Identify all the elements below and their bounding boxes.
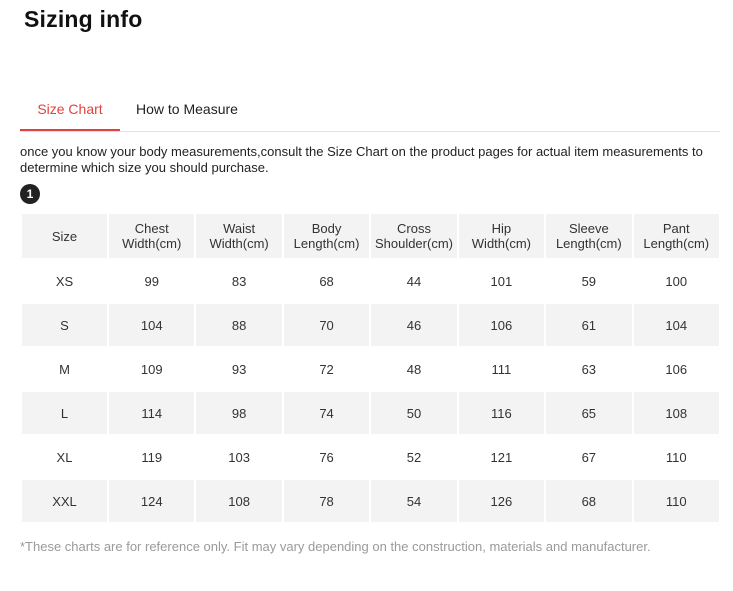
column-header [371, 214, 456, 258]
measurement-cell: 114 [109, 392, 194, 434]
measurement-cell: 78 [284, 480, 369, 522]
column-header [634, 214, 719, 258]
measurement-cell: 54 [371, 480, 456, 522]
column-header-text: Chest [134, 221, 169, 236]
measurement-cell: 88 [196, 304, 281, 346]
column-header [109, 214, 194, 258]
measurement-cell: 76 [284, 436, 369, 478]
step-number-badge: 1 [20, 184, 40, 204]
size-chart-table [20, 212, 721, 524]
measurement-cell: 110 [634, 480, 719, 522]
measurement-cell: 61 [546, 304, 631, 346]
table-row [22, 260, 719, 302]
measurement-cell: 93 [196, 348, 281, 390]
measurement-cell: 101 [459, 260, 544, 302]
table-row [22, 348, 719, 390]
size-label-cell: XL [22, 436, 107, 478]
measurement-cell: 126 [459, 480, 544, 522]
measurement-cell: 83 [196, 260, 281, 302]
measurement-cell: 121 [459, 436, 544, 478]
measurement-cell: 124 [109, 480, 194, 522]
size-label-cell: XXL [22, 480, 107, 522]
measurement-cell: 67 [546, 436, 631, 478]
size-label-cell: XS [22, 260, 107, 302]
column-header-text: Width(cm) [209, 236, 269, 251]
column-header-text: Body [311, 221, 342, 236]
size-chart-description: once you know your body measurements,consult the Size Chart on the product pages for actual item measurements to determine which size you should purchase. [20, 144, 703, 175]
table-row [22, 480, 719, 522]
measurement-cell: 44 [371, 260, 456, 302]
measurement-cell: 103 [196, 436, 281, 478]
size-label-cell: L [22, 392, 107, 434]
measurement-cell: 68 [284, 260, 369, 302]
tab-how-to-measure[interactable]: How to Measure [136, 101, 238, 117]
size-label-cell: M [22, 348, 107, 390]
table-row [22, 392, 719, 434]
page-title: Sizing info [24, 6, 143, 32]
measurement-cell: 108 [634, 392, 719, 434]
measurement-cell: 68 [546, 480, 631, 522]
column-header [22, 214, 107, 258]
column-header-text: Pant [662, 221, 690, 236]
measurement-cell: 100 [634, 260, 719, 302]
column-header [546, 214, 631, 258]
tab-bar [20, 98, 720, 132]
measurement-cell: 74 [284, 392, 369, 434]
measurement-cell: 72 [284, 348, 369, 390]
measurement-cell: 50 [371, 392, 456, 434]
column-header [284, 214, 369, 258]
column-header-text: Waist [223, 221, 256, 236]
size-label-cell: S [22, 304, 107, 346]
column-header-text: Length(cm) [293, 236, 360, 251]
measurement-cell: 59 [546, 260, 631, 302]
measurement-cell: 116 [459, 392, 544, 434]
measurement-cell: 65 [546, 392, 631, 434]
column-header-text: Width(cm) [122, 236, 182, 251]
table-row [22, 436, 719, 478]
tab-size-chart[interactable]: Size Chart [20, 98, 120, 131]
measurement-cell: 104 [109, 304, 194, 346]
column-header-text: Sleeve [568, 221, 609, 236]
measurement-cell: 52 [371, 436, 456, 478]
measurement-cell: 63 [546, 348, 631, 390]
column-header [196, 214, 281, 258]
column-header-text: Shoulder(cm) [374, 236, 453, 251]
measurement-cell: 106 [459, 304, 544, 346]
measurement-cell: 108 [196, 480, 281, 522]
measurement-cell: 70 [284, 304, 369, 346]
size-chart-footnote: *These charts are for reference only. Fit may vary depending on the construction, materials and manufacturer. [20, 539, 651, 554]
measurement-cell: 119 [109, 436, 194, 478]
column-header-text: Hip [491, 221, 512, 236]
size-chart-header-row [22, 214, 719, 258]
measurement-cell: 46 [371, 304, 456, 346]
measurement-cell: 110 [634, 436, 719, 478]
column-header-text: Length(cm) [555, 236, 622, 251]
column-header-text: Size [51, 228, 78, 244]
table-row [22, 304, 719, 346]
measurement-cell: 104 [634, 304, 719, 346]
measurement-cell: 111 [459, 348, 544, 390]
column-header-text: Width(cm) [471, 236, 531, 251]
column-header-text: Length(cm) [643, 236, 710, 251]
measurement-cell: 106 [634, 348, 719, 390]
measurement-cell: 99 [109, 260, 194, 302]
column-header-text: Cross [397, 221, 431, 236]
column-header [459, 214, 544, 258]
measurement-cell: 109 [109, 348, 194, 390]
measurement-cell: 98 [196, 392, 281, 434]
measurement-cell: 48 [371, 348, 456, 390]
